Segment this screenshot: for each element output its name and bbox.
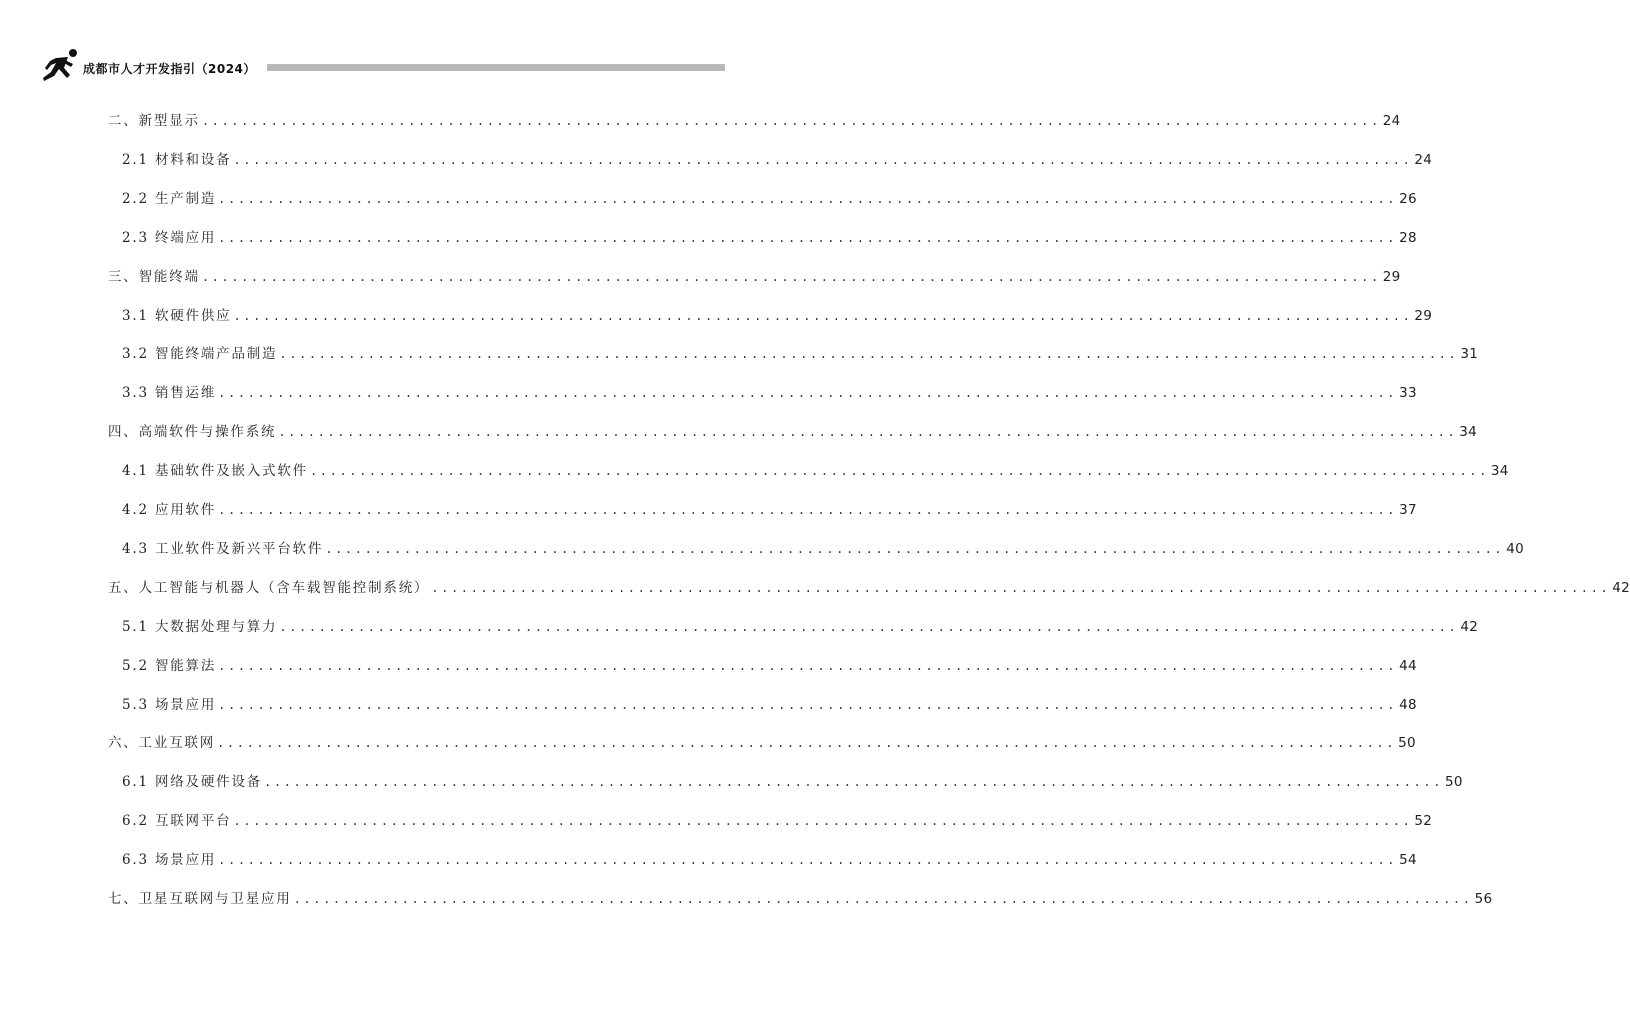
toc-page-number: 34 [1459, 424, 1478, 441]
toc-dot-leader: ........................................................................................................................ [233, 308, 1413, 323]
toc-entry[interactable] [122, 613, 1479, 635]
toc-dot-leader: ........................................................................................................................ [218, 386, 1398, 401]
toc-entry-label: 四、高端软件与操作系统 [108, 424, 277, 441]
toc-entry[interactable] [108, 574, 1630, 596]
toc-dot-leader: ........................................................................................................................ [233, 152, 1413, 167]
toc-entry[interactable] [122, 846, 1417, 869]
toc-entry-label: 二、新型显示 [108, 113, 200, 129]
toc-dot-leader: ........................................................................................................................ [293, 892, 1473, 906]
toc-entry-label: 4.1 基础软件及嵌入式软件 [122, 463, 308, 480]
toc-entry[interactable] [122, 224, 1417, 246]
toc-page-number: 29 [1414, 307, 1433, 324]
toc-page-number: 52 [1414, 813, 1433, 830]
toc-entry[interactable] [108, 263, 1401, 285]
toc-page-number: 28 [1399, 229, 1417, 246]
toc-dot-leader: ........................................................................................................................ [309, 464, 1489, 479]
page-header [0, 0, 725, 100]
toc-dot-leader: ........................................................................................................................ [218, 503, 1398, 517]
toc-dot-leader: ........................................................................................................................ [279, 347, 1459, 362]
toc-page-number: 50 [1445, 774, 1463, 791]
toc-entry[interactable] [108, 418, 1478, 441]
toc-entry[interactable] [122, 768, 1463, 791]
toc-dot-leader: ........................................................................................................................ [431, 580, 1611, 595]
toc-page-number: 56 [1474, 891, 1493, 907]
toc-entry-label: 5.3 场景应用 [122, 696, 217, 713]
toc-dot-leader: ........................................................................................................................ [233, 814, 1413, 829]
toc-page-number: 48 [1399, 696, 1417, 713]
toc-entry[interactable] [122, 302, 1433, 324]
toc-page-number: 37 [1399, 502, 1417, 518]
toc-entry[interactable] [122, 652, 1417, 674]
toc-dot-leader: ........................................................................................................................ [278, 425, 1458, 440]
toc-entry-label: 2.2 生产制造 [122, 190, 217, 207]
toc-entry-label: 3.3 销售运维 [122, 385, 217, 402]
toc-page-number: 26 [1399, 190, 1417, 207]
toc-dot-leader: ........................................................................................................................ [217, 736, 1397, 751]
toc-entry-label: 5.2 智能算法 [122, 657, 217, 674]
header-rule [267, 64, 725, 71]
toc-entry[interactable] [122, 185, 1417, 207]
toc-entry-label: 6.3 场景应用 [122, 852, 217, 869]
toc-page-number: 42 [1460, 618, 1479, 635]
toc-entry-label: 七、卫星互联网与卫星应用 [108, 891, 292, 907]
toc-entry[interactable] [122, 535, 1524, 557]
toc-dot-leader: ........................................................................................................................ [218, 230, 1398, 245]
toc-entry[interactable] [122, 146, 1433, 168]
toc-entry-label: 3.1 软硬件供应 [122, 307, 232, 324]
toc-entry[interactable] [122, 496, 1417, 518]
toc-entry-label: 三、智能终端 [108, 268, 200, 285]
toc-entry-label: 2.3 终端应用 [122, 229, 217, 246]
toc-entry-label: 六、工业互联网 [108, 735, 216, 752]
toc-dot-leader: ........................................................................................................................ [218, 697, 1398, 712]
toc-dot-leader: ........................................................................................................................ [279, 619, 1459, 634]
toc-entry-label: 4.2 应用软件 [122, 502, 217, 518]
toc-page-number: 31 [1460, 346, 1479, 363]
toc-entry-label: 6.2 互联网平台 [122, 813, 232, 830]
header-title: 成都市人才开发指引（2024） [83, 62, 256, 76]
toc-page-number: 42 [1612, 579, 1630, 596]
toc-dot-leader: ........................................................................................................................ [325, 541, 1505, 556]
toc-dot-leader: ........................................................................................................................ [201, 114, 1381, 128]
toc-entry-label: 4.3 工业软件及新兴平台软件 [122, 540, 324, 557]
toc-page-number: 33 [1399, 385, 1417, 402]
toc-dot-leader: ........................................................................................................................ [218, 658, 1398, 673]
toc-entry[interactable] [108, 107, 1401, 129]
toc-entry-label: 6.1 网络及硬件设备 [122, 774, 263, 791]
toc-page-number: 29 [1382, 268, 1401, 285]
toc-entry[interactable] [122, 457, 1509, 480]
toc-entry-label: 3.2 智能终端产品制造 [122, 346, 278, 363]
toc-dot-leader: ........................................................................................................................ [218, 191, 1398, 206]
toc-dot-leader: ........................................................................................................................ [264, 775, 1444, 790]
toc-page-number: 44 [1399, 657, 1417, 674]
toc-entry-label: 2.1 材料和设备 [122, 151, 232, 168]
toc-dot-leader: ........................................................................................................................ [218, 853, 1398, 868]
toc-page-number: 40 [1506, 540, 1524, 557]
toc-entry[interactable] [122, 379, 1417, 402]
toc-entry[interactable] [122, 340, 1479, 363]
toc-entry[interactable] [122, 807, 1433, 830]
toc-entry[interactable] [108, 885, 1493, 907]
running-person-icon [40, 48, 80, 84]
toc-page-number: 50 [1398, 735, 1416, 752]
toc-dot-leader: ........................................................................................................................ [201, 269, 1381, 284]
toc-entry[interactable] [122, 691, 1417, 713]
toc-page-number: 24 [1382, 113, 1401, 129]
toc-entry-label: 五、人工智能与机器人（含车载智能控制系统） [108, 579, 430, 596]
toc-entry[interactable] [108, 729, 1416, 752]
toc-page-number: 24 [1414, 151, 1433, 168]
toc-page-number: 54 [1399, 852, 1417, 869]
toc-page-number: 34 [1490, 463, 1509, 480]
toc-entry-label: 5.1 大数据处理与算力 [122, 618, 278, 635]
